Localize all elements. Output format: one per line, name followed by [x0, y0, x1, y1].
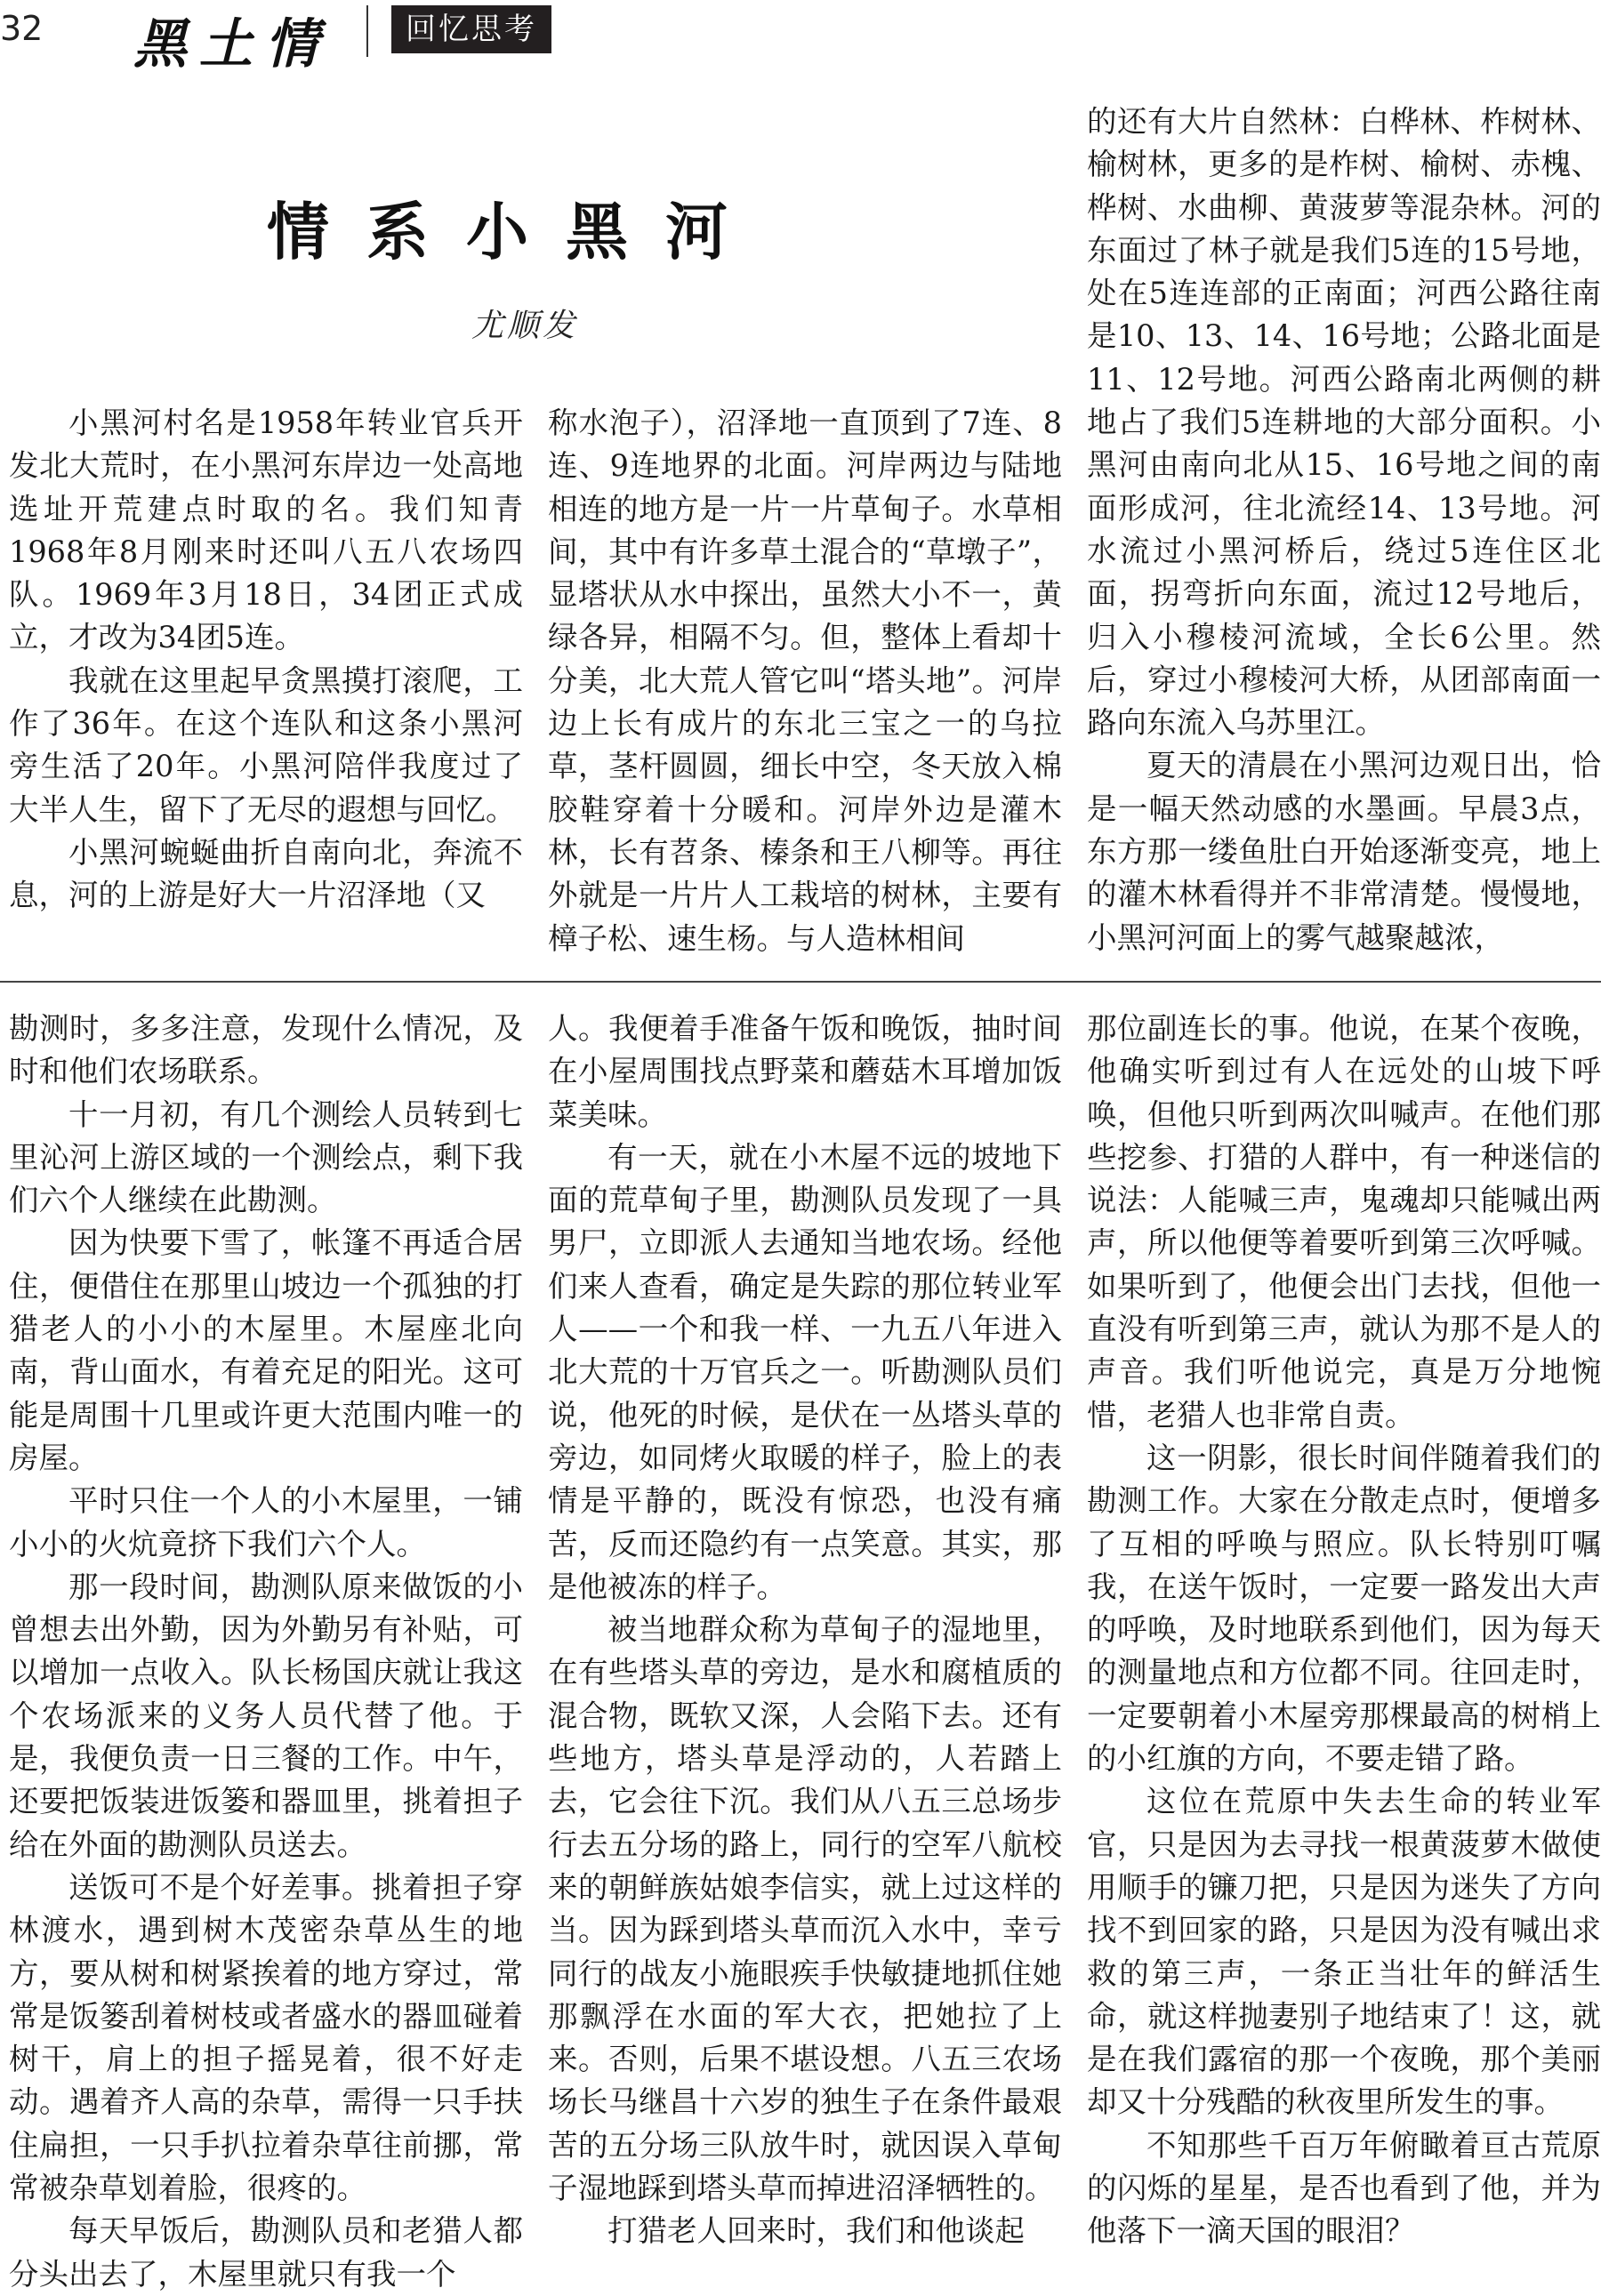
- page-number: 32: [0, 9, 44, 48]
- paragraph: 人。我便着手准备午饭和晚饭，抽时间在小屋周围找点野菜和蘑菇木耳增加饭菜美味。: [548, 1011, 1062, 1132]
- paragraph: 这一阴影，很长时间伴随着我们的勘测工作。大家在分散走点时，便增多了互相的呼唤与照应。队长特别叮嘱我，在送午饭时，一定要一路发出大声的呼唤，及时地联系到他们，因为每天的测量地点和方位都不同。往回走时，一定要朝着小木屋旁那棵最高的树梢上的小红旗的方向，不要走错了路。: [1087, 1440, 1601, 1777]
- paragraph: 每天早饭后，勘测队员和老猎人都分头出去了，木屋里就只有我一个: [9, 2213, 523, 2292]
- paragraph: 勘测时，多多注意，发现什么情况，及时和他们农场联系。: [9, 1011, 523, 1089]
- paragraph: 有一天，就在小木屋不远的坡地下面的荒草甸子里，勘测队员发现了一具男尸，立即派人去通知当地农场。经他们来人查看，确定是失踪的那位转业军人——一个和我一样、一九五八年进入北大荒的十万官兵之一。听勘测队员们说，他死的时候，是伏在一丛塔头草的旁边，如同烤火取暖的样子，脸上的表情是平静的，既没有惊恐，也没有痛苦，反而还隐约有一点笑意。其实，那是他被冻的样子。: [548, 1139, 1062, 1604]
- paragraph: 平时只住一个人的小木屋里，一铺小小的火炕竟挤下我们六个人。: [9, 1483, 523, 1561]
- article-title: 情系小黑河: [267, 195, 765, 269]
- paragraph: 我就在这里起早贪黑摸打滚爬，工作了36年。在这个连队和这条小黑河旁生活了20年。小黑河陪伴我度过了大半人生，留下了无尽的遐想与回忆。: [9, 662, 523, 827]
- paragraph: 打猎老人回来时，我们和他谈起: [607, 2213, 1025, 2249]
- paragraph: 被当地群众称为草甸子的湿地里，在有些塔头草的旁边，是水和腐植质的混合物，既软又深，人会陷下去。还有些地方，塔头草是浮动的，人若踏上去，它会往下沉。我们从八五三总场步行去五分场的路上，同行的空军八航校来的朝鲜族姑娘李信实，就上过这样的当。因为踩到塔头草而沉入水中，幸亏同行的战友小施眼疾手快敏捷地抓住她那飘浮在水面的军大衣，把她拉了上来。否则，后果不堪设想。八五三农场场长马继昌十六岁的独生子在条件最艰苦的五分场三队放牛时，就因误入草甸子湿地踩到塔头草而掉进沼泽牺牲的。: [548, 1612, 1062, 2206]
- paragraph: 因为快要下雪了，帐篷不再适合居住，便借住在那里山坡边一个孤独的打猎老人的小小的木屋里。木屋座北向南，背山面水，有着充足的阳光。这可能是周围十几里或许更大范围内唯一的房屋。: [9, 1225, 523, 1475]
- paragraph: 那位副连长的事。他说，在某个夜晚，他确实听到过有人在远处的山坡下呼唤，但他只听到两次叫喊声。在他们那些挖参、打猎的人群中，有一种迷信的说法：人能喊三声，鬼魂却只能喊出两声，所以他便等着要听到第三次呼喊。如果听到了，他便会出门去找，但他一直没有听到第三声，就认为那不是人的声音。我们听他说完，真是万分地惋惜，老猎人也非常自责。: [1087, 1011, 1601, 1433]
- bottom-column-1: [9, 1008, 523, 2292]
- paragraph: 称水泡子），沼泽地一直顶到了7连、8连、9连地界的北面。河岸两边与陆地相连的地方是一片一片草甸子。水草相间，其中有许多草土混合的“草墩子”，显塔状从水中探出，虽然大小不一，黄绿各异，相隔不匀。但，整体上看却十分美，北大荒人管它叫“塔头地”。河岸边上长有成片的东北三宝之一的乌拉草，茎杆圆圆，细长中空，冬天放入棉胶鞋穿着十分暖和。河岸外边是灌木林，长有苕条、榛条和王八柳等。再往外就是一片片人工栽培的树林，主要有樟子松、速生杨。与人造林相间: [548, 405, 1062, 956]
- paragraph: 十一月初，有几个测绘人员转到七里沁河上游区域的一个测绘点，剩下我们六个人继续在此勘测。: [9, 1096, 523, 1218]
- top-column-2: [548, 402, 1062, 971]
- top-column-1: [9, 402, 523, 971]
- paragraph: 这位在荒原中失去生命的转业军官，只是因为去寻找一根黄菠萝木做使用顺手的镰刀把，只是因为迷失了方向找不到回家的路，只是因为没有喊出求救的第三声，一条正当壮年的鲜活生命，就这样抛妻别子地结束了！这，就是在我们露宿的那一个夜晚，那个美丽却又十分残酷的秋夜里所发生的事。: [1087, 1784, 1601, 2120]
- paragraph: 小黑河村名是1958年转业官兵开发北大荒时，在小黑河东岸边一处高地选址开荒建点时取的名。我们知青1968年8月刚来时还叫八五八农场四队。1969年3月18日，34团正式成立，才改为34团5连。: [9, 405, 523, 655]
- article-author: 尤顺发: [471, 308, 579, 344]
- bottom-column-3: [1087, 1008, 1601, 2292]
- paragraph: 夏天的清晨在小黑河边观日出，恰是一幅天然动感的水墨画。早晨3点，东方那一缕鱼肚白开始逐渐变亮，地上的灌木林看得并不非常清楚。慢慢地，小黑河河面上的雾气越聚越浓，: [1087, 748, 1601, 955]
- paragraph: 小黑河蜿蜒曲折自南向北，奔流不息，河的上游是好大一片沼泽地（又: [9, 834, 523, 913]
- header-divider: [366, 5, 368, 57]
- paragraph: 的还有大片自然林：白桦林、柞树林、榆树林，更多的是柞树、榆树、赤槐、桦树、水曲柳、黄菠萝等混杂林。河的东面过了林子就是我们5连的15号地，处在5连连部的正南面；河西公路往南是10、13、14、16号地；公路北面是11、12号地。河西公路南北两侧的耕地占了我们5连耕地的大部分面积。小黑河由南向北从15、16号地之间的南面形成河，往北流经14、13号地。河水流过小黑河桥后，绕过5连住区北面，拐弯折向东面，流过12号地后，归入小穆棱河流域，全长6公里。然后，穿过小穆棱河大桥，从团部南面一路向东流入乌苏里江。: [1087, 104, 1601, 741]
- bottom-column-2: [548, 1008, 1062, 2292]
- paragraph: 那一段时间，勘测队原来做饭的小曾想去出外勤，因为外勤另有补贴，可以增加一点收入。队长杨国庆就让我这个农场派来的义务人员代替了他。于是，我便负责一日三餐的工作。中午，还要把饭装进饭篓和器皿里，挑着担子给在外面的勘测队员送去。: [9, 1569, 523, 1862]
- magazine-logo: 黑土情: [133, 13, 331, 76]
- mid-divider: [0, 981, 1601, 983]
- paragraph: 不知那些千百万年俯瞰着亘古荒原的闪烁的星星，是否也看到了他，并为他落下一滴天国的眼泪？: [1087, 2127, 1601, 2249]
- section-tag: 回忆思考: [391, 5, 551, 53]
- top-column-3: [1087, 100, 1601, 972]
- paragraph: 送饭可不是个好差事。挑着担子穿林渡水，遇到树木茂密杂草丛生的地方，要从树和树紧挨着的地方穿过，常常是饭篓刮着树枝或者盛水的器皿碰着树干，肩上的担子摇晃着，很不好走动。遇着齐人高的杂草，需得一只手扶住扁担，一只手扒拉着杂草往前挪，常常被杂草划着脸，很疼的。: [9, 1869, 523, 2206]
